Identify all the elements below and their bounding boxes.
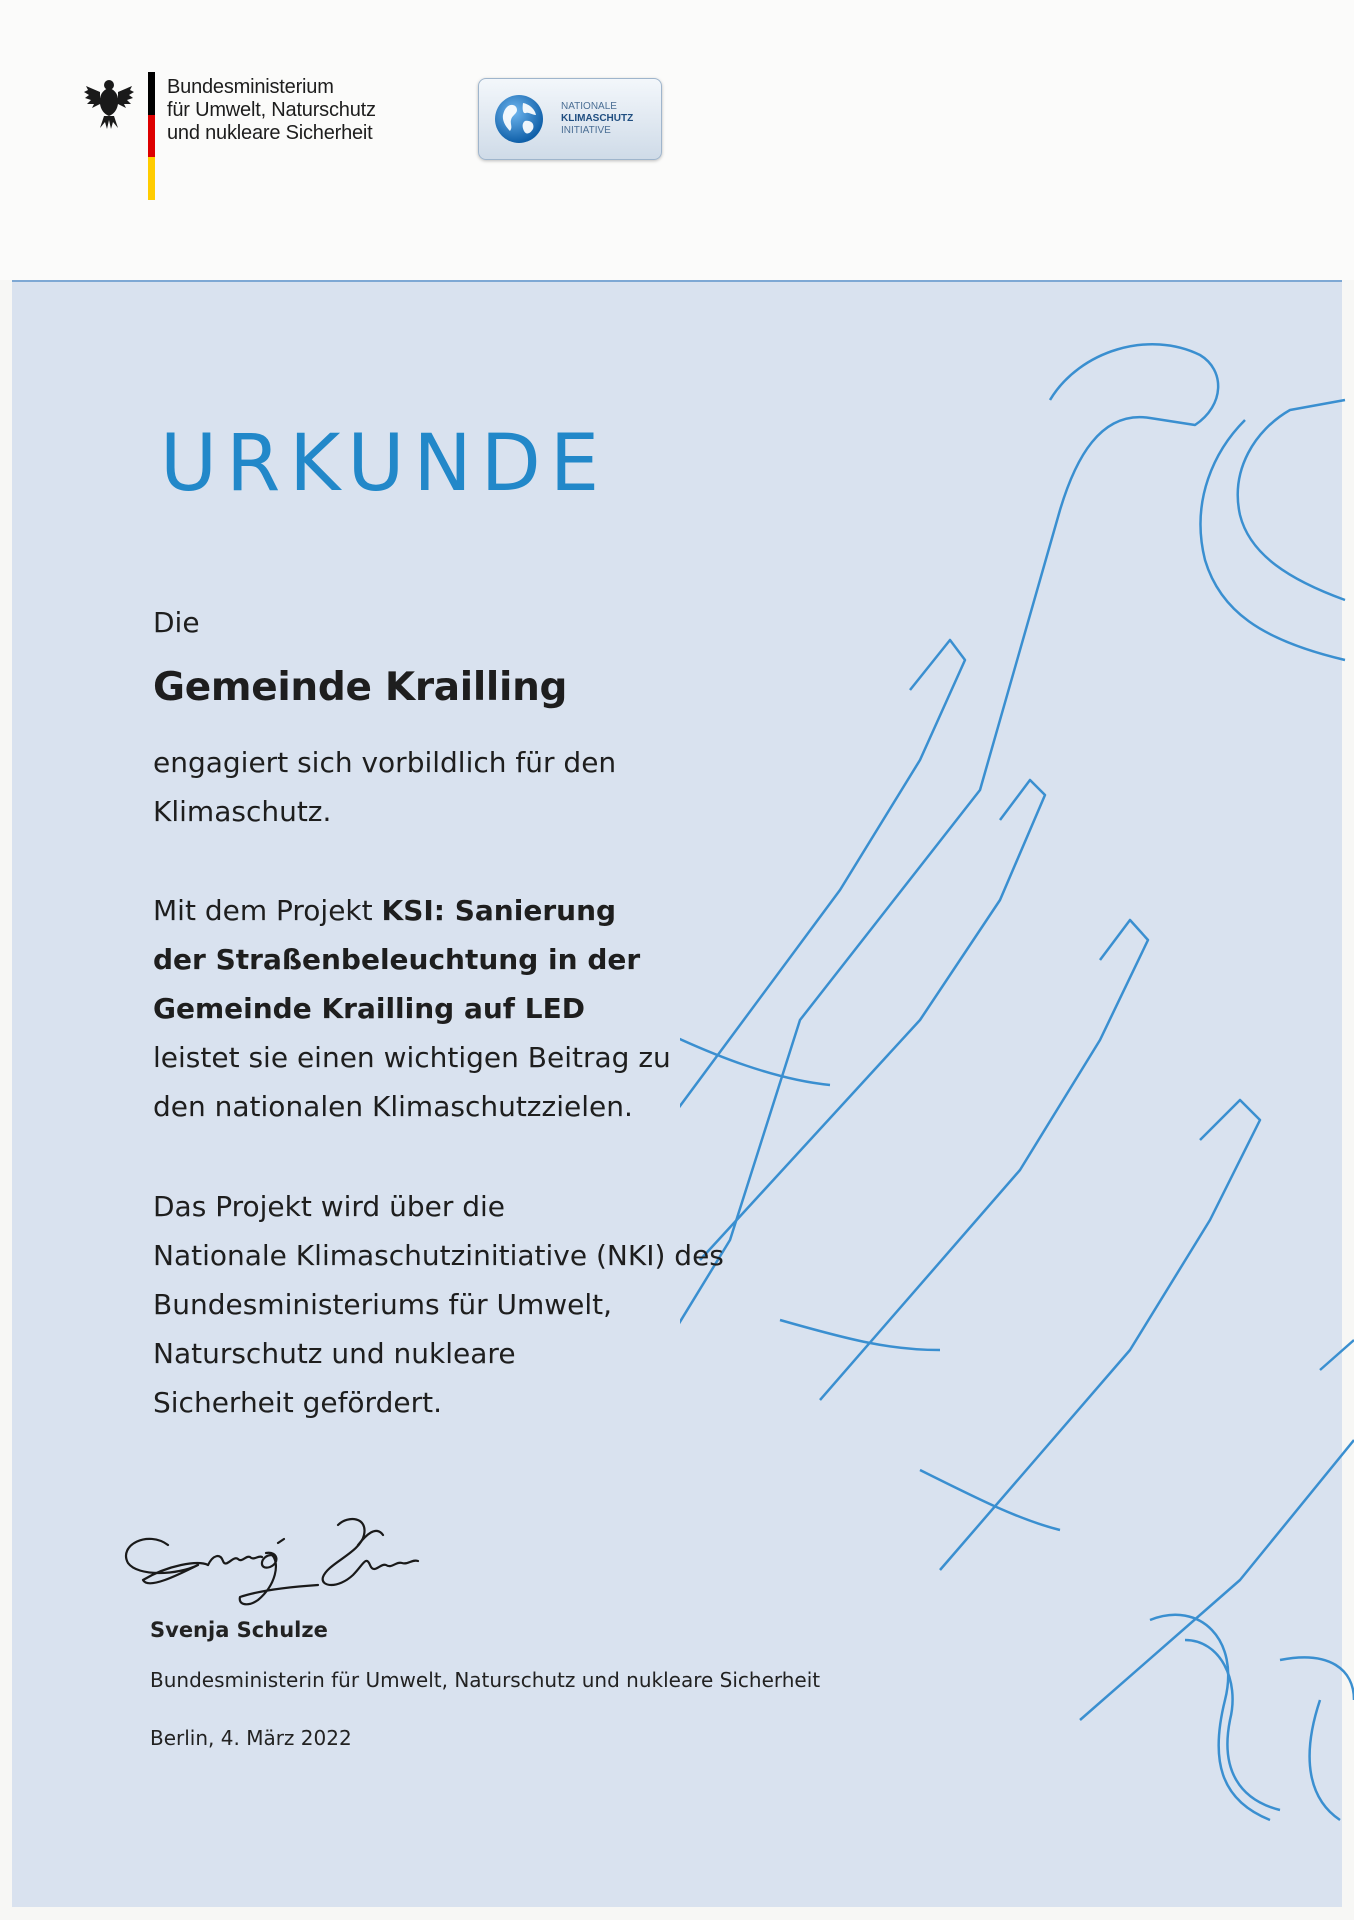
- ministry-line: für Umwelt, Naturschutz: [167, 99, 376, 121]
- handwritten-signature: [108, 1505, 498, 1615]
- intro-text: Die: [153, 606, 200, 639]
- nki-line: NATIONALE: [561, 101, 617, 112]
- engagement-line: Klimaschutz.: [153, 795, 332, 828]
- german-flag-bar: [148, 72, 155, 200]
- project-statement: [153, 886, 671, 1131]
- ministry-line: Bundesministerium: [167, 76, 334, 98]
- project-name: KSI: Sanierung: [381, 894, 617, 927]
- funding-line: Bundesministeriums für Umwelt,: [153, 1288, 613, 1321]
- ministry-name: [167, 76, 427, 145]
- funding-line: Nationale Klimaschutzinitiative (NKI) des: [153, 1239, 724, 1272]
- certificate-title: URKUNDE: [160, 419, 609, 509]
- funding-line: Naturschutz und nukleare: [153, 1337, 516, 1370]
- certificate-header: [0, 0, 1354, 280]
- recipient-name: Gemeinde Krailling: [153, 665, 568, 710]
- nki-wordmark: [561, 101, 657, 137]
- ministry-logo: [84, 72, 404, 202]
- project-prefix: Mit dem Projekt: [153, 894, 382, 927]
- engagement-line: engagiert sich vorbildlich für den: [153, 746, 617, 779]
- funding-line: Sicherheit gefördert.: [153, 1386, 442, 1419]
- globe-icon: [493, 93, 545, 145]
- project-line: [153, 886, 671, 935]
- project-name: der Straßenbeleuchtung in der: [153, 943, 641, 976]
- flag-red-stripe: [148, 115, 155, 158]
- federal-eagle-icon: [84, 76, 134, 130]
- flag-black-stripe: [148, 72, 155, 115]
- funding-line: Das Projekt wird über die: [153, 1190, 506, 1223]
- engagement-statement: [153, 738, 616, 836]
- nki-line: INITIATIVE: [561, 125, 611, 136]
- funding-statement: [153, 1182, 724, 1427]
- place-and-date: Berlin, 4. März 2022: [150, 1726, 352, 1750]
- project-name: Gemeinde Krailling auf LED: [153, 992, 585, 1025]
- project-line: leistet sie einen wichtigen Beitrag zu: [153, 1041, 671, 1074]
- eagle-outline-watermark-icon: [680, 340, 1354, 1840]
- flag-gold-stripe: [148, 157, 155, 200]
- signer-name: Svenja Schulze: [150, 1618, 328, 1642]
- ministry-line: und nukleare Sicherheit: [167, 122, 373, 144]
- project-line: den nationalen Klimaschutzzielen.: [153, 1090, 633, 1123]
- nki-logo-badge: [478, 78, 662, 160]
- signer-role: Bundesministerin für Umwelt, Naturschutz und nukleare Sicherheit: [150, 1668, 821, 1692]
- nki-line: KLIMASCHUTZ: [561, 113, 634, 124]
